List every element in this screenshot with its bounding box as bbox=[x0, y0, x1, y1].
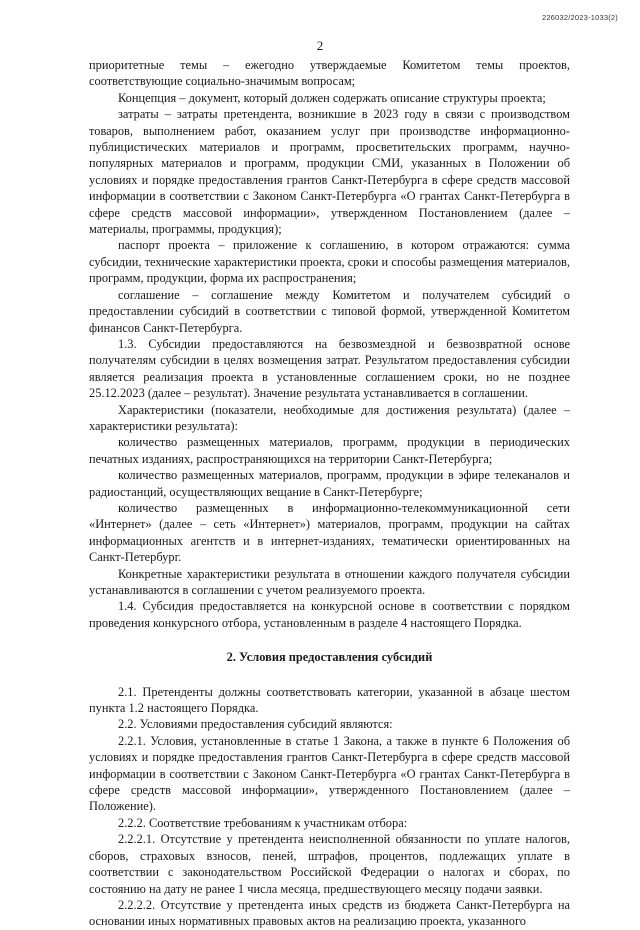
paragraph: количество размещенных материалов, программ, продукции в эфире телеканалов и радиостанций, осуществляющих вещание в Санкт-Петербурге; bbox=[89, 468, 570, 499]
paragraph: 2.2.2.2. Отсутствие у претендента иных средств из бюджета Санкт-Петербурга на основании иных нормативных правовых актов на реализацию проекта, указанного bbox=[89, 897, 570, 929]
paragraph: Характеристики (показатели, необходимые для достижения результата) (далее – характеристики результата): bbox=[89, 402, 570, 433]
section-title: 2. Условия предоставления субсидий bbox=[226, 650, 433, 665]
paragraph: соглашение – соглашение между Комитетом и получателем субсидий о предоставлении субсидий в соответствии с типовой формой, утвержденной Комитетом финансов Санкт-Петербурга. bbox=[89, 287, 570, 335]
paragraph: Конкретные характеристики результата в отношении каждого получателя субсидии устанавливаются в соглашении с учетом реализуемого проекта. bbox=[89, 566, 570, 597]
paragraph: приоритетные темы – ежегодно утверждаемые Комитетом темы проектов, соответствующие социально-значимым вопросам; bbox=[89, 58, 570, 89]
document-body bbox=[89, 57, 570, 930]
paragraph: 1.3. Субсидии предоставляются на безвозмездной и безвозвратной основе получателям субсидии в целях возмещения затрат. Результатом предоставления субсидии является реализация проекта в установленные соглашением сроки, но не позднее 25.12.2023 (далее – результат). Значение результата устанавливается в соглашении. bbox=[89, 336, 570, 401]
paragraph: 2.2.1. Условия, установленные в статье 1 Закона, а также в пункте 6 Положения об условиях и порядке предоставления грантов Санкт-Петербурга в сфере средств массовой информации в соответствии с Законом Санкт-Петербурга «О грантах Санкт-Петербурга в сфере средств массовой информации», утвержденного Постановлением (далее – Положение). bbox=[89, 733, 570, 814]
paragraph: Концепция – документ, который должен содержать описание структуры проекта; bbox=[118, 90, 546, 105]
paragraph: 2.2.2.1. Отсутствие у претендента неисполненной обязанности по уплате налогов, сборов, страховых взносов, пеней, штрафов, процентов, подлежащих уплате в соответствии с законодательством Российской Федерации о налогах и сборах, по состоянию на дату не ранее 1 числа месяца, предшествующего месяцу подачи заявки. bbox=[89, 832, 570, 896]
paragraph: 2.2.2. Соответствие требованиям к участникам отбора: bbox=[118, 815, 408, 830]
paragraph: 2.2. Условиями предоставления субсидий являются: bbox=[118, 717, 393, 732]
paragraph: затраты – затраты претендента, возникшие в 2023 году в связи с производством товаров, выполнением работ, оказанием услуг при производстве информационно-публицистических материалов и программ, просветительских программ, научно-популярных материалов и программ, продукции СМИ, указанных в Положении об условиях и порядке предоставления грантов Санкт-Петербурга в сфере средств массовой информации в соответствии с Законом Санкт-Петербурга «О грантах Санкт-Петербурга в сфере средств массовой информации», утвержденном Постановлением (далее – материалы, программы, продукция); bbox=[89, 107, 570, 237]
paragraph: 2.1. Претенденты должны соответствовать категории, указанной в абзаце шестом пункта 1.2 настоящего Порядка. bbox=[89, 684, 570, 716]
paragraph: паспорт проекта – приложение к соглашению, в котором отражаются: сумма субсидии, технические характеристики проекта, сроки и способы размещения материалов, программ, продукции, форма их распространения; bbox=[89, 238, 570, 286]
document-id: 226032/2023-1033(2) bbox=[542, 13, 618, 22]
paragraph: количество размещенных в информационно-телекоммуникационной сети «Интернет» (далее – сеть «Интернет») материалов, программ, продукции на сайтах информационных агентств и в интернет-изданиях, тематически ориентированных на Санкт-Петербург. bbox=[89, 500, 570, 565]
page-number: 2 bbox=[316, 38, 324, 53]
paragraph: количество размещенных материалов, программ, продукции в периодических печатных изданиях, распространяющихся на территории Санкт-Петербурга; bbox=[89, 435, 570, 466]
paragraph: 1.4. Субсидия предоставляется на конкурсной основе в соответствии с порядком проведения конкурсного отбора, установленным в разделе 4 настоящего Порядка. bbox=[89, 599, 570, 630]
